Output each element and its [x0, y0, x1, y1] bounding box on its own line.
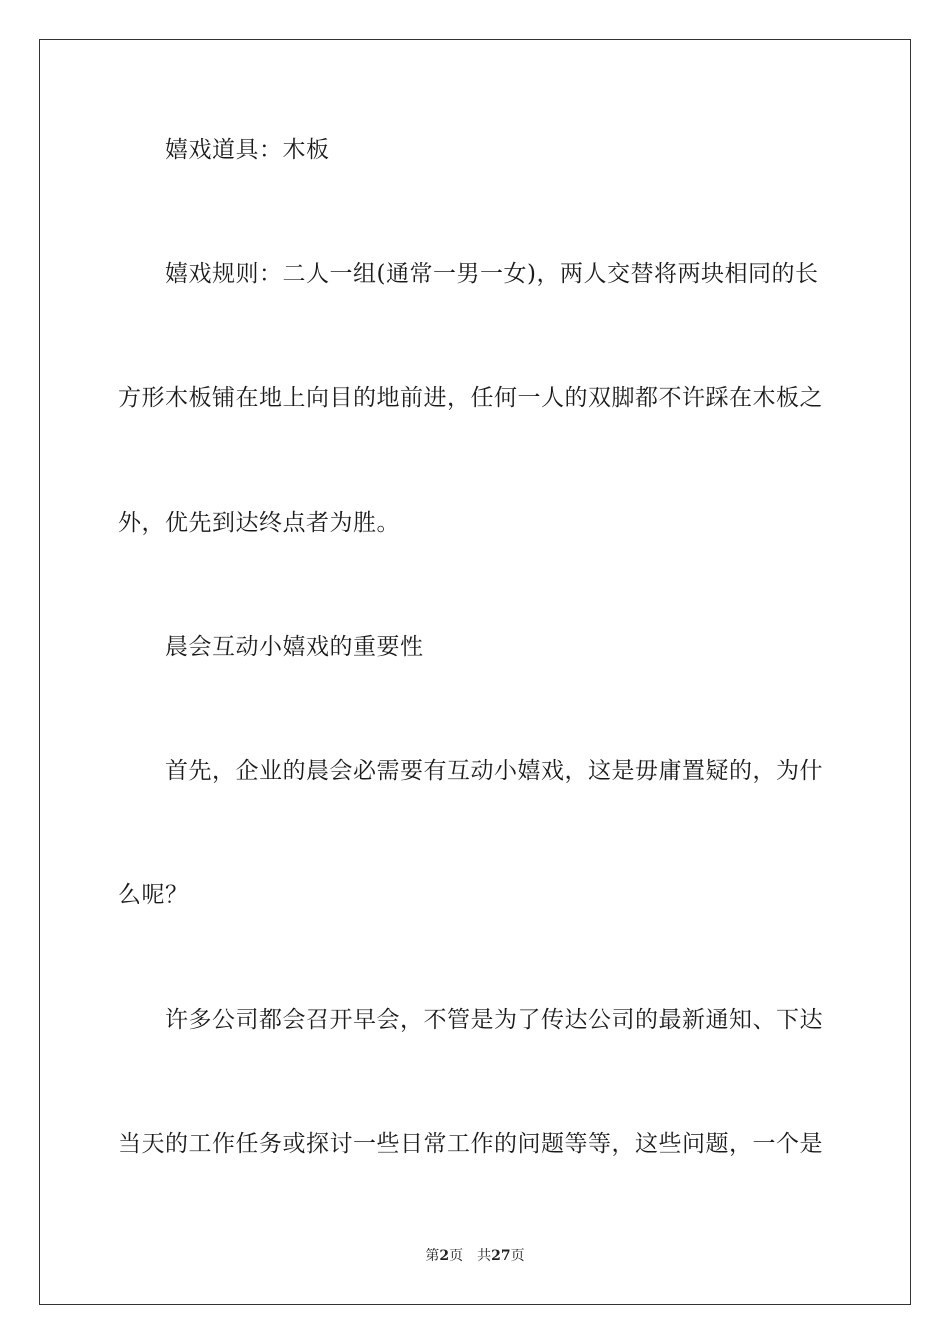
footer-total-pages: 27	[491, 1248, 511, 1264]
footer-total-suffix: 页	[510, 1248, 525, 1264]
footer-total-prefix: 共	[477, 1248, 492, 1264]
paragraph-line: 嬉戏道具：木板	[165, 137, 330, 163]
paragraph-line: 外，优先到达终点者为胜。	[118, 510, 400, 536]
page-border	[39, 39, 911, 1305]
paragraph-line: 首先，企业的晨会必需要有互动小嬉戏，这是毋庸置疑的，为什	[165, 758, 823, 784]
footer-page-prefix: 第	[425, 1248, 440, 1264]
paragraph-line	[165, 259, 833, 289]
footer-page-number: 2	[439, 1248, 450, 1264]
page-footer	[0, 1246, 950, 1266]
paragraph-line: 当天的工作任务或探讨一些日常工作的问题等等，这些问题，一个是	[118, 1131, 823, 1157]
paragraph-line: 许多公司都会召开早会，不管是为了传达公司的最新通知、下达	[165, 1007, 823, 1033]
paragraph-line: 方形木板铺在地上向目的地前进，任何一人的双脚都不许踩在木板之	[118, 385, 823, 411]
footer-page-suffix: 页	[449, 1248, 464, 1264]
section-heading: 晨会互动小嬉戏的重要性	[165, 634, 424, 660]
paragraph-line: 么呢？	[118, 882, 189, 908]
paragraph-text: 嬉戏规则：二人一组(通常一男一女)，两人交替将两块相同的长	[165, 261, 819, 287]
